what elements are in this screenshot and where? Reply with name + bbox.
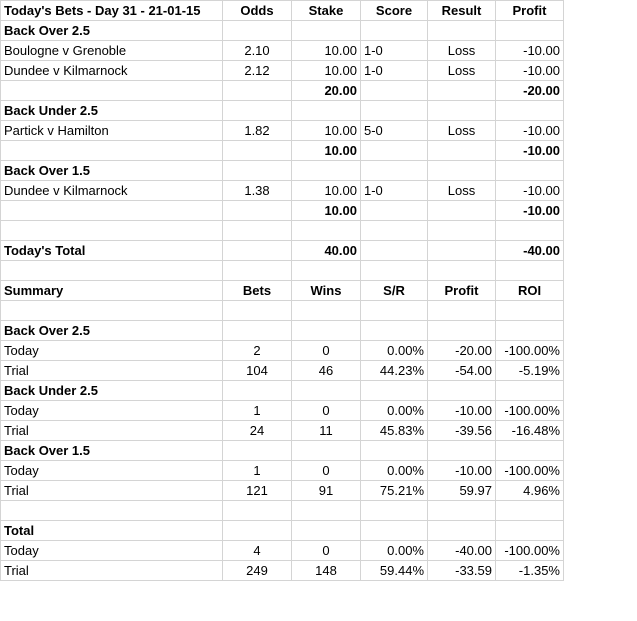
empty-cell[interactable] (223, 261, 292, 281)
empty-cell[interactable] (361, 141, 428, 161)
empty-cell[interactable] (361, 21, 428, 41)
empty-cell[interactable] (428, 101, 496, 121)
empty-cell[interactable] (292, 441, 361, 461)
header-profit[interactable]: Profit (496, 1, 564, 21)
empty-cell[interactable] (223, 301, 292, 321)
summary-bets[interactable]: 1 (223, 401, 292, 421)
bet-match[interactable]: Dundee v Kilmarnock (1, 181, 223, 201)
empty-cell[interactable] (496, 321, 564, 341)
bet-odds[interactable]: 2.12 (223, 61, 292, 81)
summary-section-row (1, 381, 564, 401)
summary-roi[interactable]: -100.00% (496, 461, 564, 481)
summary-row-label[interactable]: Trial (1, 561, 223, 581)
empty-cell[interactable] (292, 161, 361, 181)
summary-label-total[interactable]: Total (1, 521, 223, 541)
todays-total-row (1, 241, 564, 261)
summary-label-over15[interactable]: Back Over 1.5 (1, 441, 223, 461)
bet-profit[interactable]: -10.00 (496, 61, 564, 81)
empty-cell[interactable] (1, 141, 223, 161)
header-roi[interactable]: ROI (496, 281, 564, 301)
empty-cell[interactable] (292, 21, 361, 41)
empty-cell[interactable] (223, 441, 292, 461)
bet-score[interactable]: 1-0 (361, 61, 428, 81)
empty-cell[interactable] (223, 141, 292, 161)
empty-cell[interactable] (361, 321, 428, 341)
empty-cell[interactable] (361, 381, 428, 401)
empty-cell[interactable] (292, 521, 361, 541)
summary-sr[interactable]: 0.00% (361, 541, 428, 561)
summary-section-row (1, 321, 564, 341)
empty-cell[interactable] (496, 21, 564, 41)
summary-row (1, 421, 564, 441)
bet-stake[interactable]: 10.00 (292, 121, 361, 141)
empty-cell[interactable] (361, 161, 428, 181)
summary-row (1, 541, 564, 561)
summary-roi[interactable]: -16.48% (496, 421, 564, 441)
summary-header-row (1, 281, 564, 301)
summary-section-row (1, 441, 564, 461)
empty-cell[interactable] (361, 501, 428, 521)
summary-wins[interactable]: 91 (292, 481, 361, 501)
bet-odds[interactable]: 1.82 (223, 121, 292, 141)
empty-cell[interactable] (223, 221, 292, 241)
summary-profit[interactable]: -10.00 (428, 461, 496, 481)
summary-roi[interactable]: -100.00% (496, 541, 564, 561)
section-label-over25[interactable]: Back Over 2.5 (1, 21, 223, 41)
bets-header-row (1, 1, 564, 21)
summary-sr[interactable]: 44.23% (361, 361, 428, 381)
todays-total-profit[interactable]: -40.00 (496, 241, 564, 261)
bet-row (1, 121, 564, 141)
summary-roi[interactable]: -100.00% (496, 401, 564, 421)
empty-cell[interactable] (428, 141, 496, 161)
empty-cell[interactable] (428, 381, 496, 401)
summary-bets[interactable]: 4 (223, 541, 292, 561)
subtotal-profit[interactable]: -10.00 (496, 201, 564, 221)
summary-row-label[interactable]: Today (1, 341, 223, 361)
summary-roi[interactable]: -5.19% (496, 361, 564, 381)
summary-bets[interactable]: 249 (223, 561, 292, 581)
summary-row-label[interactable]: Trial (1, 361, 223, 381)
summary-wins[interactable]: 46 (292, 361, 361, 381)
empty-cell[interactable] (292, 501, 361, 521)
empty-cell[interactable] (428, 21, 496, 41)
empty-cell[interactable] (428, 241, 496, 261)
empty-cell[interactable] (428, 201, 496, 221)
summary-profit[interactable]: -10.00 (428, 401, 496, 421)
summary-row (1, 561, 564, 581)
empty-cell[interactable] (496, 521, 564, 541)
empty-cell[interactable] (292, 261, 361, 281)
summary-sr[interactable]: 45.83% (361, 421, 428, 441)
summary-profit[interactable]: -33.59 (428, 561, 496, 581)
summary-label-over25[interactable]: Back Over 2.5 (1, 321, 223, 341)
empty-cell[interactable] (428, 321, 496, 341)
bet-row (1, 41, 564, 61)
empty-cell[interactable] (223, 101, 292, 121)
summary-profit[interactable]: -20.00 (428, 341, 496, 361)
summary-sr[interactable]: 75.21% (361, 481, 428, 501)
empty-cell[interactable] (496, 501, 564, 521)
blank-row (1, 501, 564, 521)
empty-cell[interactable] (223, 81, 292, 101)
summary-wins[interactable]: 148 (292, 561, 361, 581)
bet-odds[interactable]: 1.38 (223, 181, 292, 201)
summary-wins[interactable]: 0 (292, 401, 361, 421)
header-odds[interactable]: Odds (223, 1, 292, 21)
empty-cell[interactable] (223, 161, 292, 181)
blank-row (1, 221, 564, 241)
empty-cell[interactable] (292, 321, 361, 341)
summary-row-label[interactable]: Today (1, 461, 223, 481)
summary-roi[interactable]: -100.00% (496, 341, 564, 361)
bet-score[interactable]: 1-0 (361, 41, 428, 61)
summary-sr[interactable]: 0.00% (361, 341, 428, 361)
todays-total-label[interactable]: Today's Total (1, 241, 223, 261)
empty-cell[interactable] (223, 521, 292, 541)
empty-cell[interactable] (223, 21, 292, 41)
bet-score[interactable]: 5-0 (361, 121, 428, 141)
bet-result[interactable]: Loss (428, 181, 496, 201)
empty-cell[interactable] (292, 301, 361, 321)
section-row (1, 161, 564, 181)
empty-cell[interactable] (223, 241, 292, 261)
summary-wins[interactable]: 0 (292, 341, 361, 361)
empty-cell[interactable] (223, 501, 292, 521)
empty-cell[interactable] (1, 81, 223, 101)
empty-cell[interactable] (223, 201, 292, 221)
summary-roi[interactable]: 4.96% (496, 481, 564, 501)
empty-cell[interactable] (428, 261, 496, 281)
summary-row (1, 461, 564, 481)
header-sr[interactable]: S/R (361, 281, 428, 301)
summary-profit[interactable]: -39.56 (428, 421, 496, 441)
empty-cell[interactable] (223, 321, 292, 341)
blank-row (1, 301, 564, 321)
subtotal-stake[interactable]: 10.00 (292, 201, 361, 221)
empty-cell[interactable] (361, 521, 428, 541)
empty-cell[interactable] (428, 81, 496, 101)
section-label-under25[interactable]: Back Under 2.5 (1, 101, 223, 121)
empty-cell[interactable] (1, 501, 223, 521)
bet-odds[interactable]: 2.10 (223, 41, 292, 61)
summary-row (1, 401, 564, 421)
section-row (1, 21, 564, 41)
bet-result[interactable]: Loss (428, 61, 496, 81)
header-wins[interactable]: Wins (292, 281, 361, 301)
summary-wins[interactable]: 0 (292, 461, 361, 481)
summary-section-row (1, 521, 564, 541)
summary-profit[interactable]: -54.00 (428, 361, 496, 381)
subtotal-profit[interactable]: -20.00 (496, 81, 564, 101)
header-score[interactable]: Score (361, 1, 428, 21)
empty-cell[interactable] (496, 261, 564, 281)
summary-row (1, 361, 564, 381)
bet-match[interactable]: Dundee v Kilmarnock (1, 61, 223, 81)
summary-row-label[interactable]: Trial (1, 481, 223, 501)
summary-row-label[interactable]: Trial (1, 421, 223, 441)
empty-cell[interactable] (223, 381, 292, 401)
empty-cell[interactable] (496, 381, 564, 401)
summary-row (1, 481, 564, 501)
section-row (1, 101, 564, 121)
bet-profit[interactable]: -10.00 (496, 41, 564, 61)
empty-cell[interactable] (496, 221, 564, 241)
empty-cell[interactable] (361, 441, 428, 461)
empty-cell[interactable] (1, 221, 223, 241)
header-stake[interactable]: Stake (292, 1, 361, 21)
bet-profit[interactable]: -10.00 (496, 181, 564, 201)
bet-row (1, 181, 564, 201)
subtotal-stake[interactable]: 20.00 (292, 81, 361, 101)
summary-sr[interactable]: 59.44% (361, 561, 428, 581)
bet-result[interactable]: Loss (428, 41, 496, 61)
bet-result[interactable]: Loss (428, 121, 496, 141)
empty-cell[interactable] (496, 441, 564, 461)
bet-score[interactable]: 1-0 (361, 181, 428, 201)
empty-cell[interactable] (1, 201, 223, 221)
bet-match[interactable]: Boulogne v Grenoble (1, 41, 223, 61)
summary-profit[interactable]: -40.00 (428, 541, 496, 561)
summary-sr[interactable]: 0.00% (361, 461, 428, 481)
empty-cell[interactable] (428, 221, 496, 241)
bet-row (1, 61, 564, 81)
header-result[interactable]: Result (428, 1, 496, 21)
summary-wins[interactable]: 11 (292, 421, 361, 441)
sheet-title[interactable]: Today's Bets - Day 31 - 21-01-15 (1, 1, 223, 21)
summary-row (1, 341, 564, 361)
empty-cell[interactable] (1, 301, 223, 321)
empty-cell[interactable] (292, 381, 361, 401)
bet-stake[interactable]: 10.00 (292, 41, 361, 61)
blank-row (1, 261, 564, 281)
empty-cell[interactable] (428, 301, 496, 321)
empty-cell[interactable] (428, 161, 496, 181)
empty-cell[interactable] (361, 301, 428, 321)
empty-cell[interactable] (1, 261, 223, 281)
empty-cell[interactable] (292, 101, 361, 121)
summary-row-label[interactable]: Today (1, 541, 223, 561)
summary-wins[interactable]: 0 (292, 541, 361, 561)
empty-cell[interactable] (292, 221, 361, 241)
section-label-over15[interactable]: Back Over 1.5 (1, 161, 223, 181)
empty-cell[interactable] (361, 201, 428, 221)
empty-cell[interactable] (496, 301, 564, 321)
summary-bets[interactable]: 121 (223, 481, 292, 501)
header-bets[interactable]: Bets (223, 281, 292, 301)
empty-cell[interactable] (361, 261, 428, 281)
summary-title[interactable]: Summary (1, 281, 223, 301)
empty-cell[interactable] (428, 521, 496, 541)
bet-profit[interactable]: -10.00 (496, 121, 564, 141)
summary-label-under25[interactable]: Back Under 2.5 (1, 381, 223, 401)
bet-stake[interactable]: 10.00 (292, 61, 361, 81)
subtotal-profit[interactable]: -10.00 (496, 141, 564, 161)
subtotal-row (1, 141, 564, 161)
bet-match[interactable]: Partick v Hamilton (1, 121, 223, 141)
empty-cell[interactable] (496, 161, 564, 181)
empty-cell[interactable] (428, 441, 496, 461)
empty-cell[interactable] (361, 221, 428, 241)
subtotal-row (1, 81, 564, 101)
summary-bets[interactable]: 24 (223, 421, 292, 441)
summary-roi[interactable]: -1.35% (496, 561, 564, 581)
summary-sr[interactable]: 0.00% (361, 401, 428, 421)
subtotal-row (1, 201, 564, 221)
header-summary-profit[interactable]: Profit (428, 281, 496, 301)
empty-cell[interactable] (361, 241, 428, 261)
todays-total-stake[interactable]: 40.00 (292, 241, 361, 261)
summary-profit[interactable]: 59.97 (428, 481, 496, 501)
summary-bets[interactable]: 2 (223, 341, 292, 361)
empty-cell[interactable] (428, 501, 496, 521)
empty-cell[interactable] (496, 101, 564, 121)
summary-bets[interactable]: 104 (223, 361, 292, 381)
subtotal-stake[interactable]: 10.00 (292, 141, 361, 161)
empty-cell[interactable] (361, 81, 428, 101)
summary-row-label[interactable]: Today (1, 401, 223, 421)
empty-cell[interactable] (361, 101, 428, 121)
bet-stake[interactable]: 10.00 (292, 181, 361, 201)
summary-bets[interactable]: 1 (223, 461, 292, 481)
